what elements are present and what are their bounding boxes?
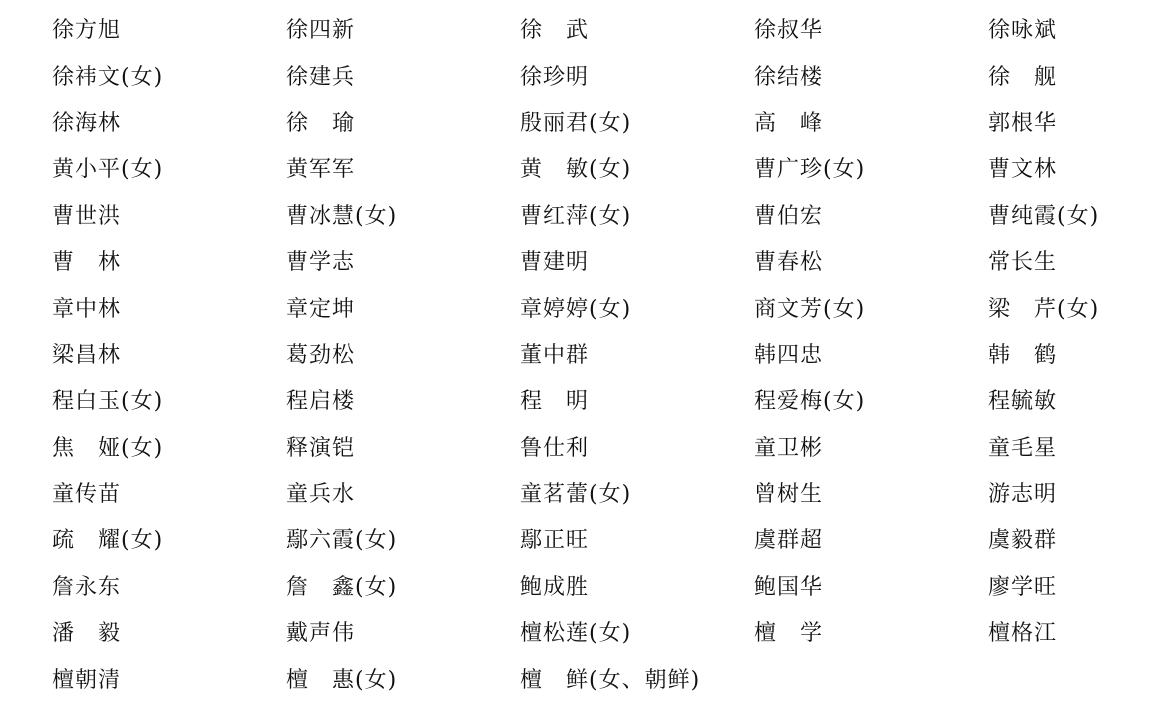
name-entry: 章婷婷(女) (520, 296, 632, 322)
name-entry: 高 峰 (754, 110, 824, 136)
name-entry: 檀 学 (754, 621, 824, 647)
name-entry: 徐咏斌 (988, 18, 1058, 44)
name-row (52, 286, 1152, 332)
name-entry: 童传苗 (52, 482, 122, 508)
name-entry: 曹红萍(女) (520, 203, 632, 229)
name-row (52, 657, 1152, 703)
name-entry: 檀松莲(女) (520, 621, 632, 647)
name-entry: 曹文林 (988, 157, 1058, 183)
name-entry: 徐珍明 (520, 64, 590, 90)
name-entry: 檀 鲜(女、朝鲜) (520, 667, 701, 693)
name-entry: 鲁仕利 (520, 435, 590, 461)
name-entry: 梁昌林 (52, 342, 122, 368)
name-entry: 潘 毅 (52, 621, 122, 647)
name-entry: 殷丽君(女) (520, 110, 632, 136)
name-list-grid (52, 8, 1152, 704)
name-entry: 游志明 (988, 482, 1058, 508)
name-entry: 詹永东 (52, 574, 122, 600)
name-entry: 虞群超 (754, 528, 824, 554)
name-row (52, 333, 1152, 379)
name-entry: 徐祎文(女) (52, 64, 164, 90)
name-entry: 程白玉(女) (52, 389, 164, 415)
name-row (52, 194, 1152, 240)
name-row (52, 472, 1152, 518)
name-entry: 曹春松 (754, 250, 824, 276)
name-entry: 程爱梅(女) (754, 389, 866, 415)
name-entry: 黄小平(女) (52, 157, 164, 183)
name-entry: 童毛星 (988, 435, 1058, 461)
name-entry: 徐 舰 (988, 64, 1058, 90)
name-entry: 程毓敏 (988, 389, 1058, 415)
name-entry: 曹纯霞(女) (988, 203, 1100, 229)
name-entry: 曹广珍(女) (754, 157, 866, 183)
name-row (52, 8, 1152, 54)
name-entry: 程启楼 (286, 389, 356, 415)
name-entry: 韩四忠 (754, 342, 824, 368)
name-row (52, 240, 1152, 286)
name-row (52, 101, 1152, 147)
name-entry: 戴声伟 (286, 621, 356, 647)
name-entry: 章中林 (52, 296, 122, 322)
name-entry: 曹伯宏 (754, 203, 824, 229)
name-entry: 檀 惠(女) (286, 667, 398, 693)
name-entry: 葛劲松 (286, 342, 356, 368)
name-entry: 徐方旭 (52, 18, 122, 44)
name-entry: 鲍国华 (754, 574, 824, 600)
name-entry: 程 明 (520, 389, 590, 415)
name-entry: 徐海林 (52, 110, 122, 136)
name-entry: 焦 娅(女) (52, 435, 164, 461)
name-row (52, 54, 1152, 100)
name-row (52, 426, 1152, 472)
name-entry: 曹 林 (52, 250, 122, 276)
name-row (52, 518, 1152, 564)
name-entry: 曾树生 (754, 482, 824, 508)
name-entry: 章定坤 (286, 296, 356, 322)
name-entry: 郭根华 (988, 110, 1058, 136)
name-entry: 徐 瑜 (286, 110, 356, 136)
name-entry: 黄 敏(女) (520, 157, 632, 183)
name-row (52, 565, 1152, 611)
name-entry: 徐结楼 (754, 64, 824, 90)
name-row (52, 611, 1152, 657)
name-entry: 童茗蕾(女) (520, 482, 632, 508)
name-entry: 梁 芹(女) (988, 296, 1100, 322)
name-entry: 鄢六霞(女) (286, 528, 398, 554)
name-entry: 徐四新 (286, 18, 356, 44)
name-entry: 詹 鑫(女) (286, 574, 398, 600)
name-entry: 曹世洪 (52, 203, 122, 229)
name-row (52, 379, 1152, 425)
name-entry: 董中群 (520, 342, 590, 368)
name-entry: 疏 耀(女) (52, 528, 164, 554)
name-entry: 童兵水 (286, 482, 356, 508)
name-entry: 徐叔华 (754, 18, 824, 44)
name-entry: 鲍成胜 (520, 574, 590, 600)
name-entry: 徐建兵 (286, 64, 356, 90)
name-entry: 虞毅群 (988, 528, 1058, 554)
name-entry: 鄢正旺 (520, 528, 590, 554)
name-entry: 曹建明 (520, 250, 590, 276)
name-entry: 童卫彬 (754, 435, 824, 461)
name-row (52, 147, 1152, 193)
name-entry: 释演铠 (286, 435, 356, 461)
name-entry: 廖学旺 (988, 574, 1058, 600)
name-entry: 韩 鹤 (988, 342, 1058, 368)
name-entry: 黄军军 (286, 157, 356, 183)
name-entry: 常长生 (988, 250, 1058, 276)
name-entry: 曹冰慧(女) (286, 203, 398, 229)
name-entry: 曹学志 (286, 250, 356, 276)
name-entry: 檀朝清 (52, 667, 122, 693)
name-entry: 徐 武 (520, 18, 590, 44)
name-entry: 檀格江 (988, 621, 1058, 647)
name-entry: 商文芳(女) (754, 296, 866, 322)
